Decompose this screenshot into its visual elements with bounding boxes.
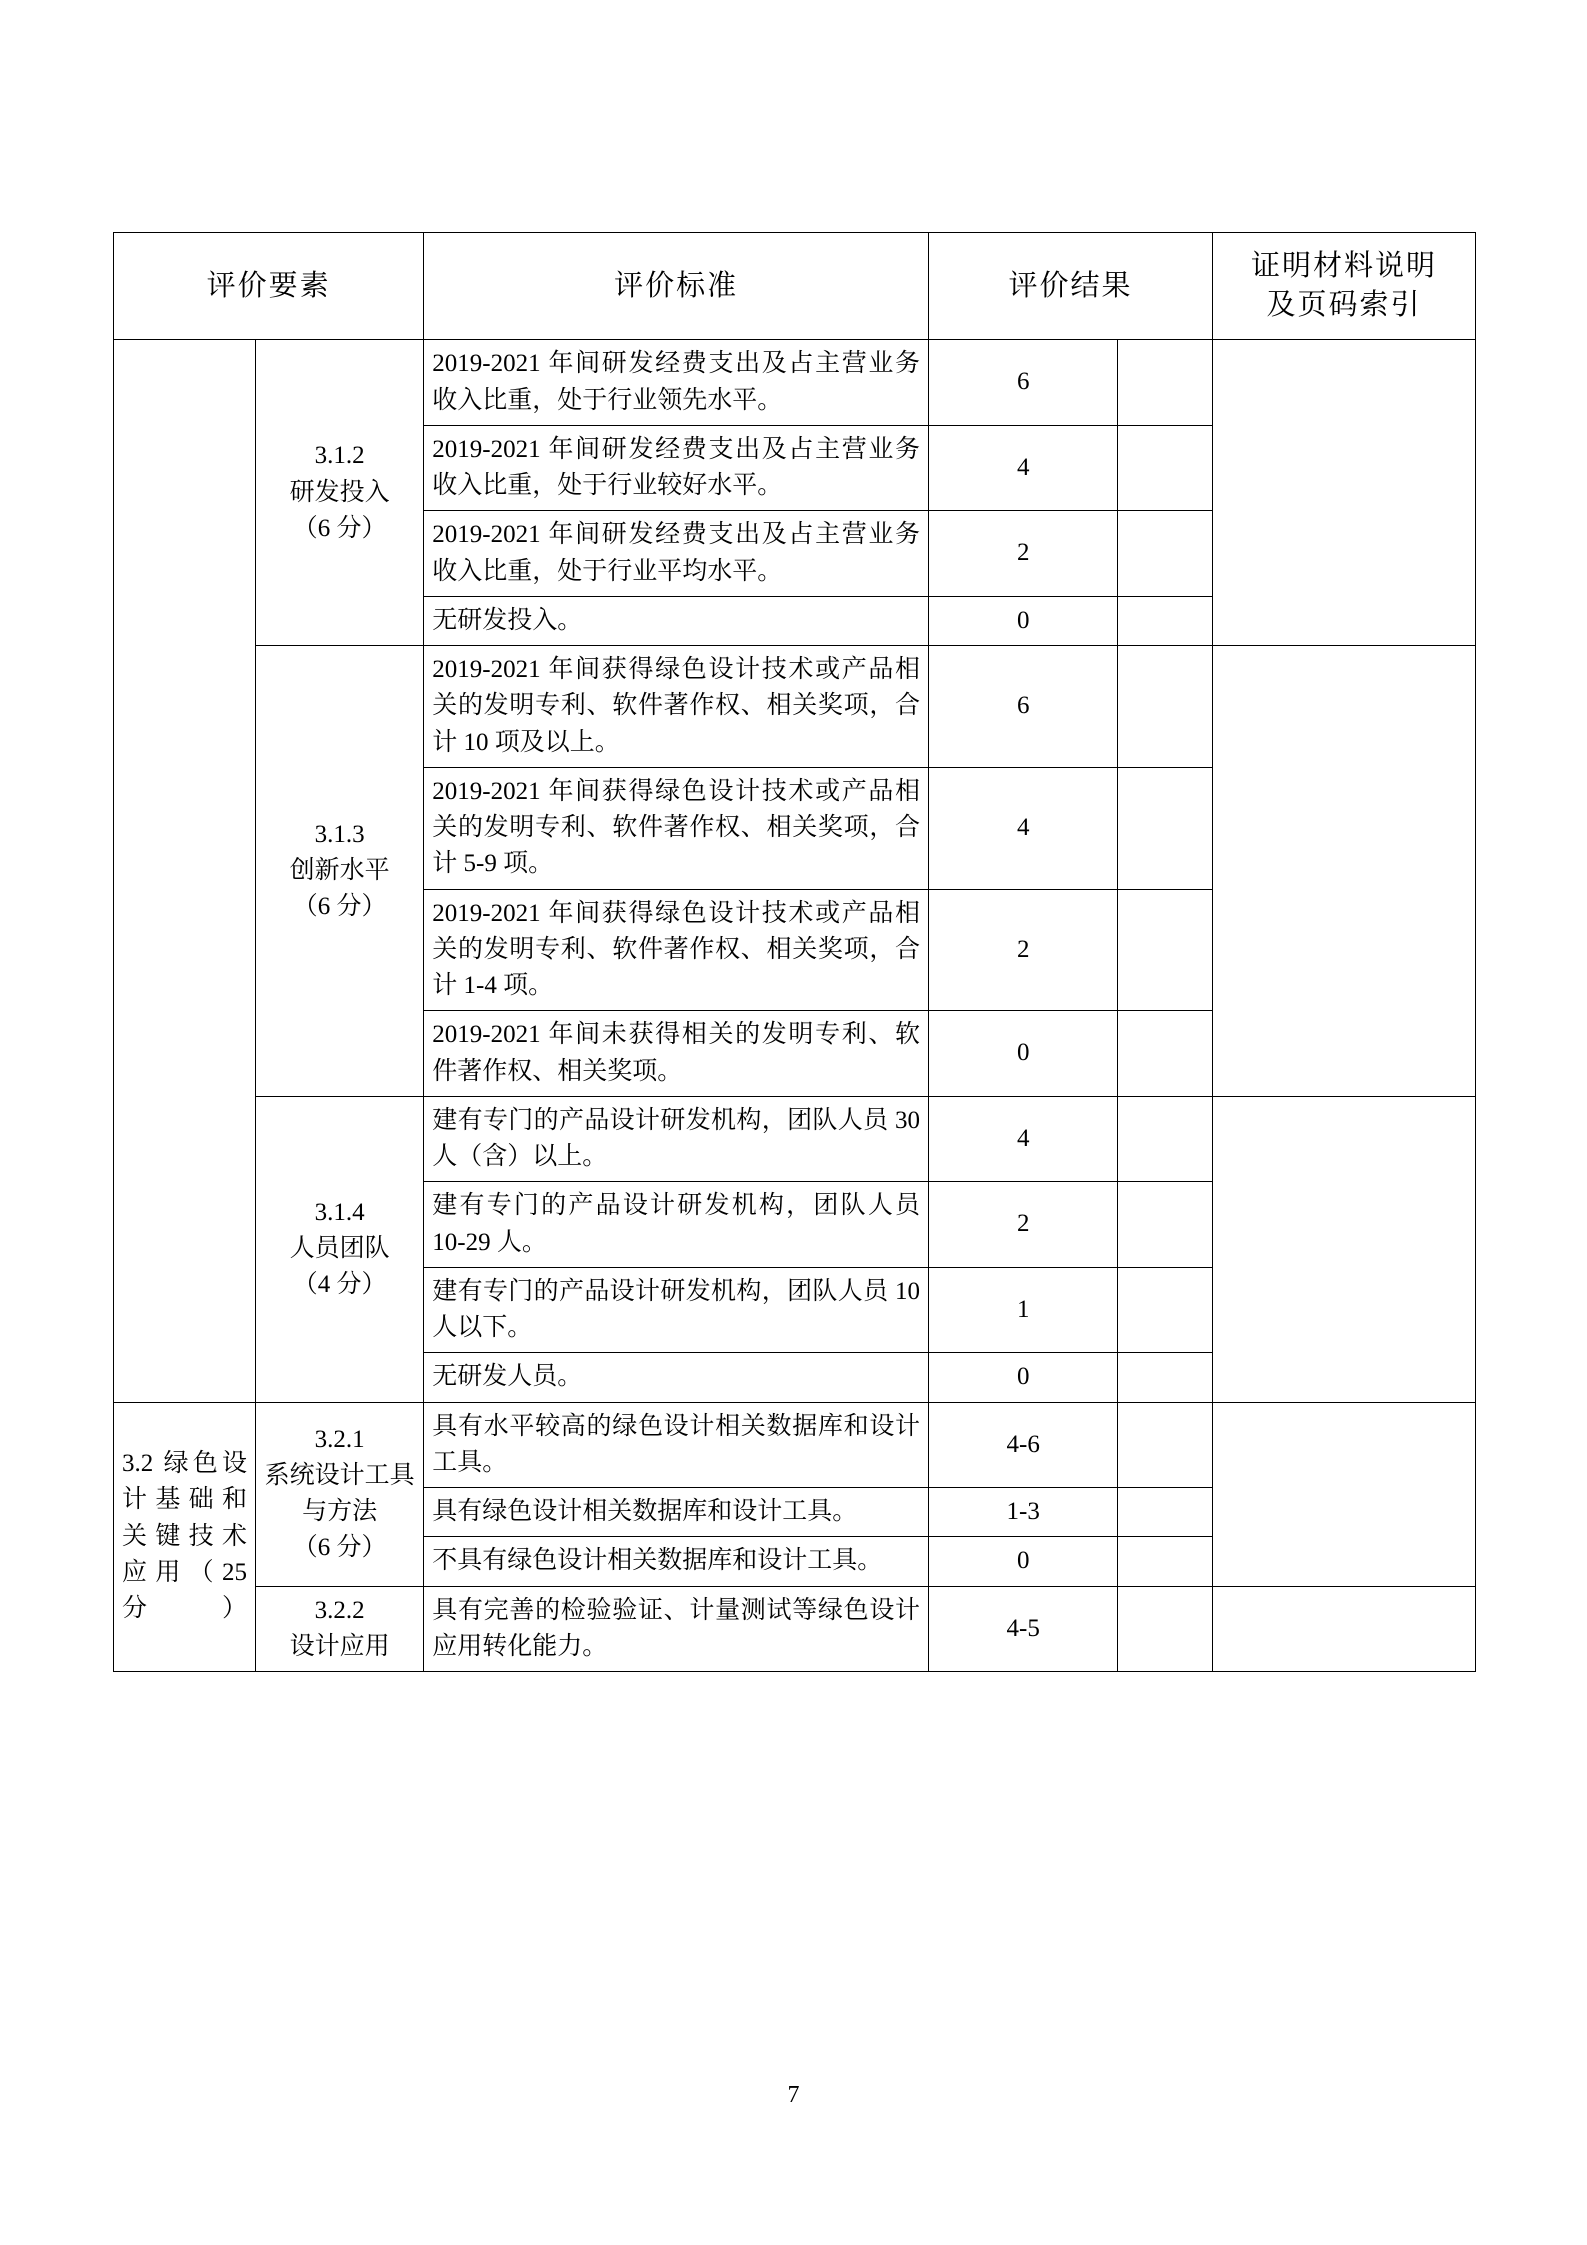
criteria-text: 2019-2021 年间研发经费支出及占主营业务收入比重，处于行业较好水平。	[424, 425, 929, 511]
criteria-text: 具有完善的检验验证、计量测试等绿色设计应用转化能力。	[424, 1586, 929, 1672]
element-code: 3.1.2	[314, 442, 365, 470]
table-row	[114, 646, 1476, 768]
result-input-cell[interactable]	[1118, 1402, 1213, 1488]
criteria-text: 2019-2021 年间获得绿色设计技术或产品相关的发明专利、软件著作权、相关奖项，合计 5-9 项。	[424, 767, 929, 889]
score-value: 4-5	[929, 1586, 1118, 1672]
table-header-row	[114, 233, 1476, 340]
element-name: 创新水平	[289, 856, 390, 884]
element-points: （4 分）	[292, 1271, 387, 1299]
result-input-cell[interactable]	[1118, 1182, 1213, 1268]
score-value: 4	[929, 767, 1118, 889]
element-code-322	[255, 1586, 423, 1672]
result-input-cell[interactable]	[1118, 1488, 1213, 1537]
element-name: 人员团队	[289, 1235, 390, 1263]
score-value: 0	[929, 1011, 1118, 1097]
result-input-cell[interactable]	[1118, 1096, 1213, 1182]
result-input-cell[interactable]	[1118, 340, 1213, 426]
score-value: 4	[929, 1096, 1118, 1182]
criteria-text: 建有专门的产品设计研发机构，团队人员 10 人以下。	[424, 1267, 929, 1353]
page-number: 7	[787, 2082, 800, 2108]
proof-input-cell[interactable]	[1213, 646, 1476, 1097]
element-points: （6 分）	[292, 514, 387, 542]
score-value: 6	[929, 646, 1118, 768]
element-code-321	[255, 1402, 423, 1586]
score-value: 4-6	[929, 1402, 1118, 1488]
result-input-cell[interactable]	[1118, 1586, 1213, 1672]
score-value: 1-3	[929, 1488, 1118, 1537]
criteria-text: 建有专门的产品设计研发机构，团队人员 30 人（含）以上。	[424, 1096, 929, 1182]
score-value: 6	[929, 340, 1118, 426]
score-value: 2	[929, 889, 1118, 1011]
table-row	[114, 1586, 1476, 1672]
criteria-text: 2019-2021 年间研发经费支出及占主营业务收入比重，处于行业平均水平。	[424, 511, 929, 597]
proof-input-cell[interactable]	[1213, 1402, 1476, 1586]
criteria-text: 不具有绿色设计相关数据库和设计工具。	[424, 1537, 929, 1586]
score-value: 1	[929, 1267, 1118, 1353]
header-proof	[1213, 233, 1476, 340]
element-code: 3.1.3	[314, 820, 365, 848]
header-criteria: 评价标准	[424, 233, 929, 340]
result-input-cell[interactable]	[1118, 596, 1213, 645]
result-input-cell[interactable]	[1118, 889, 1213, 1011]
evaluation-table	[113, 232, 1476, 1672]
element-points: （6 分）	[292, 893, 387, 921]
element-code: 3.2.1	[314, 1425, 365, 1453]
criteria-text: 无研发人员。	[424, 1353, 929, 1402]
criteria-text: 2019-2021 年间获得绿色设计技术或产品相关的发明专利、软件著作权、相关奖项，合计 1-4 项。	[424, 889, 929, 1011]
element-code-314	[255, 1096, 423, 1402]
group-label-empty	[114, 340, 256, 1402]
element-points: （6 分）	[292, 1534, 387, 1562]
result-input-cell[interactable]	[1118, 425, 1213, 511]
result-input-cell[interactable]	[1118, 767, 1213, 889]
criteria-text: 2019-2021 年间研发经费支出及占主营业务收入比重，处于行业领先水平。	[424, 340, 929, 426]
score-value: 0	[929, 1537, 1118, 1586]
score-value: 2	[929, 1182, 1118, 1268]
score-value: 0	[929, 596, 1118, 645]
score-value: 0	[929, 1353, 1118, 1402]
result-input-cell[interactable]	[1118, 646, 1213, 768]
header-proof-line1: 证明材料说明	[1251, 250, 1438, 282]
score-value: 2	[929, 511, 1118, 597]
element-code: 3.1.4	[314, 1198, 365, 1226]
table-row	[114, 340, 1476, 426]
criteria-text: 具有绿色设计相关数据库和设计工具。	[424, 1488, 929, 1537]
score-value: 4	[929, 425, 1118, 511]
criteria-text: 2019-2021 年间获得绿色设计技术或产品相关的发明专利、软件著作权、相关奖项，合计 10 项及以上。	[424, 646, 929, 768]
result-input-cell[interactable]	[1118, 1353, 1213, 1402]
result-input-cell[interactable]	[1118, 1267, 1213, 1353]
element-name: 系统设计工具与方法	[264, 1461, 415, 1526]
header-element: 评价要素	[114, 233, 424, 340]
proof-input-cell[interactable]	[1213, 1586, 1476, 1672]
header-result: 评价结果	[929, 233, 1213, 340]
criteria-text: 2019-2021 年间未获得相关的发明专利、软件著作权、相关奖项。	[424, 1011, 929, 1097]
result-input-cell[interactable]	[1118, 1537, 1213, 1586]
table-row	[114, 1402, 1476, 1488]
element-name: 设计应用	[289, 1632, 390, 1660]
result-input-cell[interactable]	[1118, 511, 1213, 597]
table-row	[114, 1096, 1476, 1182]
criteria-text: 建有专门的产品设计研发机构，团队人员 10-29 人。	[424, 1182, 929, 1268]
element-name: 研发投入	[289, 478, 390, 506]
result-input-cell[interactable]	[1118, 1011, 1213, 1097]
criteria-text: 具有水平较高的绿色设计相关数据库和设计工具。	[424, 1402, 929, 1488]
criteria-text: 无研发投入。	[424, 596, 929, 645]
group-label-32: 3.2 绿色设计基础和关键技术应用（25 分）	[114, 1402, 256, 1672]
element-code-312	[255, 340, 423, 646]
proof-input-cell[interactable]	[1213, 340, 1476, 646]
proof-input-cell[interactable]	[1213, 1096, 1476, 1402]
header-proof-line2: 及页码索引	[1266, 289, 1422, 322]
element-code-313	[255, 646, 423, 1097]
element-code: 3.2.2	[314, 1596, 365, 1624]
